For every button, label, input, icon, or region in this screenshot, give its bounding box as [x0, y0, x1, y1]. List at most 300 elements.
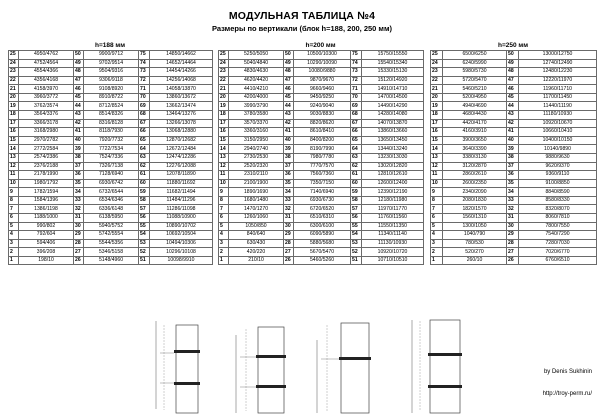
row-number: 74	[139, 59, 150, 68]
height-value: 8840/8590	[519, 188, 597, 197]
table-row	[219, 51, 424, 60]
site-link[interactable]: http://troy-perm.ru/	[542, 391, 592, 397]
row-number: 19	[219, 102, 229, 111]
row-number: 57	[351, 205, 362, 214]
height-value: 11286/11098	[150, 205, 213, 214]
height-value: 396/208	[19, 248, 74, 257]
table-row	[9, 213, 213, 222]
row-number: 17	[9, 119, 19, 128]
row-number: 25	[219, 51, 229, 60]
row-number: 14	[9, 145, 19, 154]
height-value: 9504/9316	[84, 68, 139, 77]
height-value: 2730/2530	[229, 153, 284, 162]
height-value: 2940/2740	[229, 145, 284, 154]
row-number: 29	[74, 231, 84, 240]
height-value: 780/530	[443, 239, 507, 248]
height-value: 5544/5356	[84, 239, 139, 248]
row-number: 33	[74, 196, 84, 205]
row-number: 23	[9, 68, 19, 77]
table-row	[431, 179, 597, 188]
row-number: 67	[351, 119, 362, 128]
height-value: 14910/14710	[362, 85, 424, 94]
height-value: 8580/8330	[519, 196, 597, 205]
row-number: 33	[507, 196, 519, 205]
table-row	[219, 59, 424, 68]
table-row	[431, 68, 597, 77]
table-row	[431, 153, 597, 162]
row-number: 42	[284, 119, 294, 128]
row-number: 9	[219, 188, 229, 197]
row-number: 1	[9, 256, 19, 265]
row-number: 56	[351, 213, 362, 222]
block-header: h=188 мм	[94, 42, 126, 49]
height-value: 4200/4000	[229, 93, 284, 102]
height-value: 2520/2320	[229, 162, 284, 171]
row-number: 54	[351, 231, 362, 240]
height-value: 2178/1990	[19, 171, 74, 180]
height-value: 6090/5890	[294, 231, 351, 240]
row-number: 8	[219, 196, 229, 205]
row-number: 23	[431, 68, 443, 77]
block-joint-drawing	[140, 315, 220, 415]
row-number: 46	[507, 85, 519, 94]
height-value: 2100/1900	[229, 179, 284, 188]
height-value: 9360/9110	[519, 171, 597, 180]
row-number: 46	[74, 85, 84, 94]
height-value: 10660/10410	[519, 128, 597, 137]
height-value: 2080/1830	[443, 196, 507, 205]
row-number: 7	[9, 205, 19, 214]
height-value: 1040/790	[443, 231, 507, 240]
table-row	[9, 162, 213, 171]
row-number: 55	[139, 222, 150, 231]
height-value: 12078/11890	[150, 171, 213, 180]
row-number: 25	[9, 51, 19, 60]
row-number: 45	[74, 93, 84, 102]
row-number: 38	[507, 153, 519, 162]
height-value: 5460/5210	[443, 85, 507, 94]
table-row	[9, 248, 213, 257]
height-value: 9100/8850	[519, 179, 597, 188]
row-number: 35	[74, 179, 84, 188]
row-number: 7	[219, 205, 229, 214]
height-value: 10140/9890	[519, 145, 597, 154]
height-value: 5720/5470	[443, 76, 507, 85]
row-number: 19	[431, 102, 443, 111]
height-value: 7800/7550	[519, 222, 597, 231]
row-number: 51	[351, 256, 362, 265]
page-title: МОДУЛЬНАЯ ТАБЛИЦА №4	[228, 10, 376, 22]
row-number: 71	[139, 85, 150, 94]
height-value: 12480/12230	[519, 68, 597, 77]
table-row	[431, 162, 597, 171]
height-value: 13464/13276	[150, 111, 213, 120]
row-number: 13	[9, 153, 19, 162]
table-row	[9, 196, 213, 205]
height-value: 4158/3970	[19, 85, 74, 94]
table-row	[431, 256, 597, 265]
row-number: 36	[74, 171, 84, 180]
row-number: 36	[507, 171, 519, 180]
row-number: 41	[284, 128, 294, 137]
row-number: 71	[351, 85, 362, 94]
row-number: 16	[9, 128, 19, 137]
height-value: 6500/6250	[443, 51, 507, 60]
row-number: 55	[351, 222, 362, 231]
row-number: 11	[431, 171, 443, 180]
height-value: 4554/4366	[19, 68, 74, 77]
height-value: 8610/8410	[294, 128, 351, 137]
table-row	[219, 213, 424, 222]
table-row	[219, 111, 424, 120]
table-row	[9, 85, 213, 94]
row-number: 60	[139, 179, 150, 188]
row-number: 35	[507, 179, 519, 188]
table-row	[431, 51, 597, 60]
row-number: 50	[284, 51, 294, 60]
row-number: 66	[351, 128, 362, 137]
row-number: 53	[139, 239, 150, 248]
row-number: 29	[507, 231, 519, 240]
height-value: 3168/2980	[19, 128, 74, 137]
row-number: 42	[74, 119, 84, 128]
height-value: 11130/10930	[362, 239, 424, 248]
height-value: 12600/12400	[362, 179, 424, 188]
table-row	[9, 111, 213, 120]
row-number: 64	[351, 145, 362, 154]
row-number: 23	[219, 68, 229, 77]
height-value: 14280/14080	[362, 111, 424, 120]
height-value: 1300/1050	[443, 222, 507, 231]
height-value: 198/10	[19, 256, 74, 265]
row-number: 10	[9, 179, 19, 188]
row-number: 12	[9, 162, 19, 171]
row-number: 19	[9, 102, 19, 111]
table-row	[219, 196, 424, 205]
height-value: 11180/10930	[519, 111, 597, 120]
row-number: 68	[351, 111, 362, 120]
row-number: 4	[9, 231, 19, 240]
table-row	[9, 102, 213, 111]
row-number: 29	[284, 231, 294, 240]
row-number: 24	[219, 59, 229, 68]
row-number: 57	[139, 205, 150, 214]
height-value: 7020/6770	[519, 248, 597, 257]
row-number: 31	[507, 213, 519, 222]
row-number: 15	[219, 136, 229, 145]
table-row	[219, 162, 424, 171]
row-number: 42	[507, 119, 519, 128]
height-value: 11484/11296	[150, 196, 213, 205]
table-row	[431, 136, 597, 145]
row-number: 31	[284, 213, 294, 222]
row-number: 50	[74, 51, 84, 60]
height-value: 6732/6544	[84, 188, 139, 197]
table-row	[219, 68, 424, 77]
table-row	[219, 179, 424, 188]
height-value: 5346/5158	[84, 248, 139, 257]
height-value: 4940/4690	[443, 102, 507, 111]
row-number: 47	[284, 76, 294, 85]
row-number: 22	[9, 76, 19, 85]
module-table	[430, 50, 597, 265]
height-value: 10400/10150	[519, 136, 597, 145]
row-number: 28	[507, 239, 519, 248]
height-value: 10296/10108	[150, 248, 213, 257]
table-row	[219, 76, 424, 85]
table-row	[219, 171, 424, 180]
row-number: 48	[507, 68, 519, 77]
row-number: 16	[219, 128, 229, 137]
row-number: 72	[351, 76, 362, 85]
height-value: 1560/1310	[443, 213, 507, 222]
table-row	[431, 171, 597, 180]
row-number: 68	[139, 111, 150, 120]
height-value: 10692/10504	[150, 231, 213, 240]
height-value: 10080/9880	[294, 68, 351, 77]
table-row	[431, 213, 597, 222]
row-number: 43	[74, 111, 84, 120]
height-value: 1890/1690	[229, 188, 284, 197]
height-value: 4950/4762	[19, 51, 74, 60]
row-number: 74	[351, 59, 362, 68]
row-number: 18	[219, 111, 229, 120]
row-number: 67	[139, 119, 150, 128]
height-value: 14652/14464	[150, 59, 213, 68]
row-number: 46	[284, 85, 294, 94]
height-value: 14256/14068	[150, 76, 213, 85]
height-value: 12220/11970	[519, 76, 597, 85]
height-value: 8910/8722	[84, 93, 139, 102]
height-value: 4356/4168	[19, 76, 74, 85]
row-number: 45	[507, 93, 519, 102]
height-value: 990/802	[19, 222, 74, 231]
row-number: 26	[507, 256, 519, 265]
row-number: 38	[284, 153, 294, 162]
row-number: 48	[284, 68, 294, 77]
height-value: 9660/9460	[294, 85, 351, 94]
table-row	[219, 93, 424, 102]
height-value: 4620/4420	[229, 76, 284, 85]
row-number: 41	[74, 128, 84, 137]
height-value: 14700/14500	[362, 93, 424, 102]
block-header: h=250 мм	[497, 42, 529, 49]
height-value: 9108/8920	[84, 85, 139, 94]
row-number: 22	[431, 76, 443, 85]
row-number: 20	[9, 93, 19, 102]
height-value: 7560/7360	[294, 171, 351, 180]
table-row	[219, 102, 424, 111]
row-number: 5	[431, 222, 443, 231]
table-row	[9, 136, 213, 145]
height-value: 13860/13672	[150, 93, 213, 102]
height-value: 11682/11494	[150, 188, 213, 197]
row-number: 17	[219, 119, 229, 128]
row-number: 10	[431, 179, 443, 188]
row-number: 9	[9, 188, 19, 197]
table-row	[219, 256, 424, 265]
row-number: 11	[9, 171, 19, 180]
height-value: 9620/9370	[519, 162, 597, 171]
height-value: 12276/12088	[150, 162, 213, 171]
row-number: 39	[507, 145, 519, 154]
row-number: 3	[219, 239, 229, 248]
height-value: 5940/5752	[84, 222, 139, 231]
height-value: 13662/13474	[150, 102, 213, 111]
table-block-h250	[430, 41, 596, 265]
height-value: 14454/14266	[150, 68, 213, 77]
height-value: 9900/9712	[84, 51, 139, 60]
row-number: 32	[74, 205, 84, 214]
table-row	[219, 239, 424, 248]
row-number: 6	[219, 213, 229, 222]
height-value: 2574/2386	[19, 153, 74, 162]
row-number: 21	[219, 85, 229, 94]
table-row	[219, 136, 424, 145]
height-value: 13000/12750	[519, 51, 597, 60]
row-number: 69	[139, 102, 150, 111]
height-value: 3380/3130	[443, 153, 507, 162]
height-value: 6720/6520	[294, 205, 351, 214]
height-value: 11960/11710	[519, 85, 597, 94]
row-number: 6	[9, 213, 19, 222]
height-value: 5742/5554	[84, 231, 139, 240]
table-block-h188	[8, 41, 212, 265]
row-number: 54	[139, 231, 150, 240]
row-number: 32	[507, 205, 519, 214]
height-value: 7980/7780	[294, 153, 351, 162]
table-row	[219, 231, 424, 240]
table-row	[431, 85, 597, 94]
height-value: 10890/10702	[150, 222, 213, 231]
height-value: 7326/7138	[84, 162, 139, 171]
table-row	[431, 145, 597, 154]
row-number: 27	[74, 248, 84, 257]
height-value: 6760/6510	[519, 256, 597, 265]
height-value: 13440/13240	[362, 145, 424, 154]
row-number: 1	[431, 256, 443, 265]
height-value: 3120/2870	[443, 162, 507, 171]
row-number: 70	[351, 93, 362, 102]
row-number: 12	[431, 162, 443, 171]
row-number: 49	[74, 59, 84, 68]
height-value: 210/10	[229, 256, 284, 265]
table-row	[431, 188, 597, 197]
height-value: 6510/6310	[294, 213, 351, 222]
row-number: 2	[219, 248, 229, 257]
row-number: 24	[9, 59, 19, 68]
row-number: 63	[351, 153, 362, 162]
height-value: 260/10	[443, 256, 507, 265]
row-number: 52	[139, 248, 150, 257]
row-number: 63	[139, 153, 150, 162]
height-value: 3960/3772	[19, 93, 74, 102]
height-value: 8060/7810	[519, 213, 597, 222]
row-number: 15	[431, 136, 443, 145]
height-value: 630/430	[229, 239, 284, 248]
row-number: 8	[9, 196, 19, 205]
block-joint-drawing	[222, 315, 307, 415]
height-value: 1188/1000	[19, 213, 74, 222]
row-number: 44	[507, 102, 519, 111]
height-value: 13230/13030	[362, 153, 424, 162]
height-value: 6138/5950	[84, 213, 139, 222]
table-row	[431, 102, 597, 111]
row-number: 2	[9, 248, 19, 257]
table-row	[431, 111, 597, 120]
row-number: 56	[139, 213, 150, 222]
height-value: 2376/2188	[19, 162, 74, 171]
table-row	[431, 231, 597, 240]
height-value: 15120/14920	[362, 76, 424, 85]
height-value: 11760/11560	[362, 213, 424, 222]
height-value: 520/270	[443, 248, 507, 257]
row-number: 18	[431, 111, 443, 120]
table-row	[431, 196, 597, 205]
row-number: 30	[507, 222, 519, 231]
row-number: 14	[431, 145, 443, 154]
height-value: 3366/3178	[19, 119, 74, 128]
row-number: 34	[74, 188, 84, 197]
row-number: 65	[139, 136, 150, 145]
row-number: 22	[219, 76, 229, 85]
row-number: 59	[351, 188, 362, 197]
height-value: 6300/6100	[294, 222, 351, 231]
row-number: 66	[139, 128, 150, 137]
table-row	[219, 119, 424, 128]
row-number: 51	[139, 256, 150, 265]
row-number: 59	[139, 188, 150, 197]
height-value: 6930/6742	[84, 179, 139, 188]
row-number: 38	[74, 153, 84, 162]
row-number: 4	[219, 231, 229, 240]
row-number: 34	[284, 188, 294, 197]
row-number: 58	[351, 196, 362, 205]
row-number: 20	[219, 93, 229, 102]
height-value: 8320/8070	[519, 205, 597, 214]
row-number: 5	[9, 222, 19, 231]
height-value: 4410/4210	[229, 85, 284, 94]
row-number: 27	[507, 248, 519, 257]
height-value: 6930/6730	[294, 196, 351, 205]
height-value: 13068/12880	[150, 128, 213, 137]
row-number: 18	[9, 111, 19, 120]
table-row	[431, 119, 597, 128]
row-number: 36	[284, 171, 294, 180]
height-value: 7350/7150	[294, 179, 351, 188]
row-number: 4	[431, 231, 443, 240]
row-number: 64	[139, 145, 150, 154]
row-number: 62	[139, 162, 150, 171]
row-number: 30	[74, 222, 84, 231]
height-value: 11550/11350	[362, 222, 424, 231]
row-number: 7	[431, 205, 443, 214]
height-value: 1050/850	[229, 222, 284, 231]
table-row	[9, 93, 213, 102]
height-value: 15540/15340	[362, 59, 424, 68]
height-value: 1470/1270	[229, 205, 284, 214]
block-joint-drawing	[400, 315, 480, 415]
row-number: 15	[9, 136, 19, 145]
table-row	[9, 68, 213, 77]
height-value: 14070/13870	[362, 119, 424, 128]
table-block-h200	[218, 41, 423, 265]
height-value: 594/406	[19, 239, 74, 248]
height-value: 5670/5470	[294, 248, 351, 257]
height-value: 5040/4840	[229, 59, 284, 68]
table-row	[219, 128, 424, 137]
height-value: 9880/9630	[519, 153, 597, 162]
